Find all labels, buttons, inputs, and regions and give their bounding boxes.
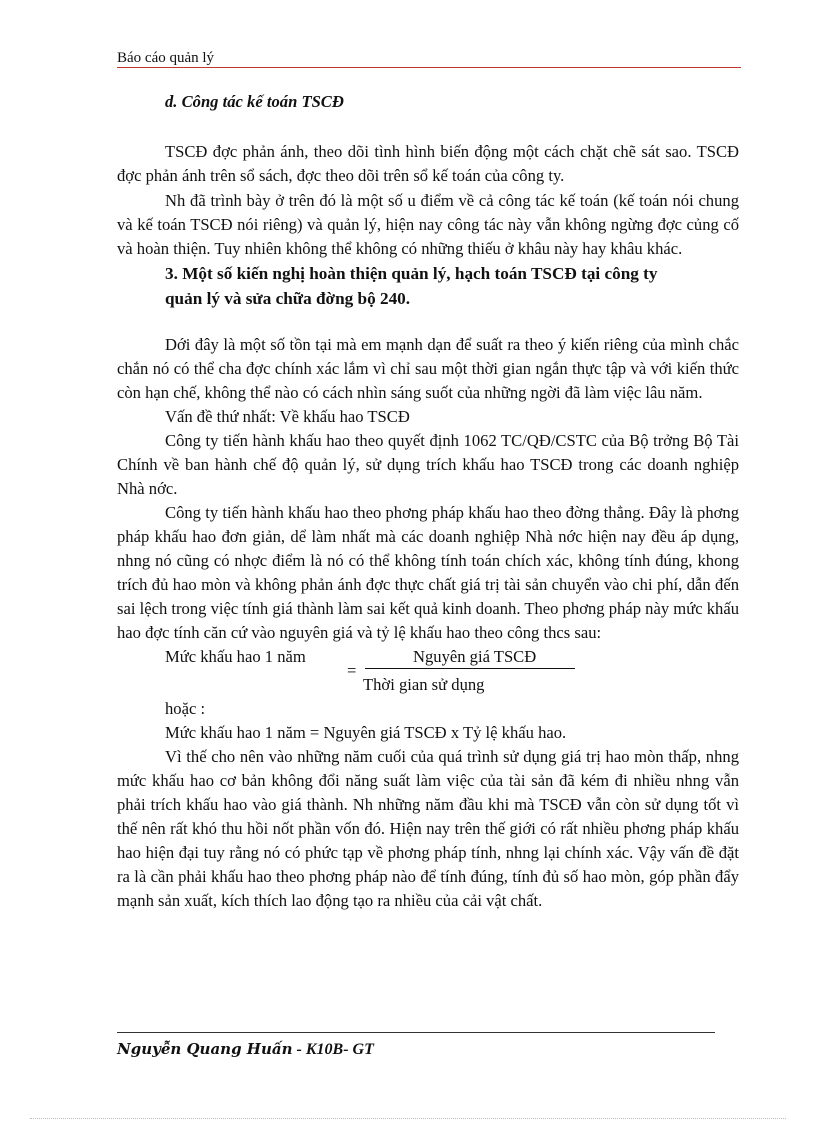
section-3-heading-line2: quản lý và sửa chữa đờng bộ 240.	[165, 289, 411, 308]
fraction-bar	[365, 668, 575, 669]
page-bottom-dotted-line	[30, 1118, 786, 1119]
footer-divider	[117, 1032, 715, 1033]
formula-equals: =	[347, 661, 357, 680]
depreciation-formula	[117, 645, 739, 697]
formula-numerator: Nguyên giá TSCĐ	[413, 647, 537, 666]
issue-label: Vấn đề thứ nhất: Về khấu hao TSCĐ	[165, 407, 410, 426]
page-content	[117, 90, 739, 913]
paragraph: TSCĐ đợc phản ánh, theo dõi tình hình biến động một cách chặt chẽ sát sao. TSCĐ đợc phản ánh trên sổ sách, đợc theo dõi trên sổ kế toán của công ty.	[117, 142, 739, 185]
paragraph: Nh đã trình bày ở trên đó là một số u điểm về cả công tác kế toán (kế toán nói chung và kế toán TSCĐ nói riêng) và quản lý, hiện nay công tác này vẫn không ngừng đợc củng cố và hoàn thiện. Tuy nhiên không thể không có những thiếu ở khâu này hay khâu khác.	[117, 191, 739, 258]
page-footer	[117, 1040, 374, 1059]
formula-alt: Mức khấu hao 1 năm = Nguyên giá TSCĐ x Tỷ lệ khấu hao.	[165, 723, 567, 742]
paragraph: Vì thế cho nên vào những năm cuối của quá trình sử dụng giá trị hao mòn thấp, nhng mức khấu hao cơ bản không đổi năng suất làm việc của tài sản đã kém đi nhiều nhng vẫn phải trích khấu hao vào giá thành. Nh những năm đầu khi mà TSCĐ vẫn còn sử dụng tốt vì thế nên rất khó thu hồi nốt phần vốn đó. Hiện nay trên thế giới có rất nhiều phơng pháp khấu hao hiện đại tuy rằng nó có phức tạp về phơng pháp tính, nhng lại chính xác. Vậy vấn đề đặt ra là cần phải khấu hao theo phơng pháp nào để tính đúng, tính đủ số hao mòn, góp phần đẩy mạnh sản xuất, kích thích lao động tạo ra nhiều của cải vật chất.	[117, 747, 739, 910]
page-header: Báo cáo quản lý	[117, 50, 215, 66]
section-3-heading-line1: 3. Một số kiến nghị hoàn thiện quản lý, hạch toán TSCĐ tại công ty	[165, 264, 658, 283]
formula-left: Mức khấu hao 1 năm	[165, 647, 306, 666]
paragraph: Công ty tiến hành khấu hao theo phơng pháp khấu hao theo đờng thẳng. Đây là phơng pháp khấu hao đơn giản, dể làm nhất mà các doanh nghiệp Nhà nớc hiện nay đều áp dụng, nhng nó cũng có nhợc điểm là nó có thể không tính toán chích xác, không tính đúng, khong trích đủ hao mòn và không phản ánh đợc thực chất giá trị tài sản chuyển vào chi phí, dẫn đến sai lệch trong việc tính giá thành làm sai kết quả kinh doanh. Theo phơng pháp này mức khấu hao đợc tính căn cứ vào nguyên giá và tỷ lệ khấu hao theo công thcs sau:	[117, 503, 739, 642]
formula-denominator: Thời gian sử dụng	[363, 675, 485, 694]
footer-author: Nguyễn Quang Huấn	[117, 1040, 293, 1058]
formula-or: hoặc :	[165, 699, 206, 718]
header-divider	[117, 67, 741, 68]
paragraph: Dới đây là một số tồn tại mà em mạnh dạn để suất ra theo ý kiến riêng của mình chắc chắn nó có thể cha đợc chính xác lắm vì chỉ sau một thời gian ngắn thực tập và với kiến thức còn hạn chế, không thể nào có cách nhìn sáng suốt của những ngời đã làm việc lâu năm.	[117, 335, 739, 402]
section-3-heading	[117, 261, 739, 311]
footer-class: - K10B- GT	[296, 1041, 374, 1058]
section-d-heading: d. Công tác kế toán TSCĐ	[165, 92, 344, 111]
paragraph: Công ty tiến hành khấu hao theo quyết định 1062 TC/QĐ/CSTC của Bộ trởng Bộ Tài Chính về ban hành chế độ quản lý, sử dụng trích khấu hao TSCĐ trong các doanh nghiệp Nhà nớc.	[117, 431, 739, 498]
